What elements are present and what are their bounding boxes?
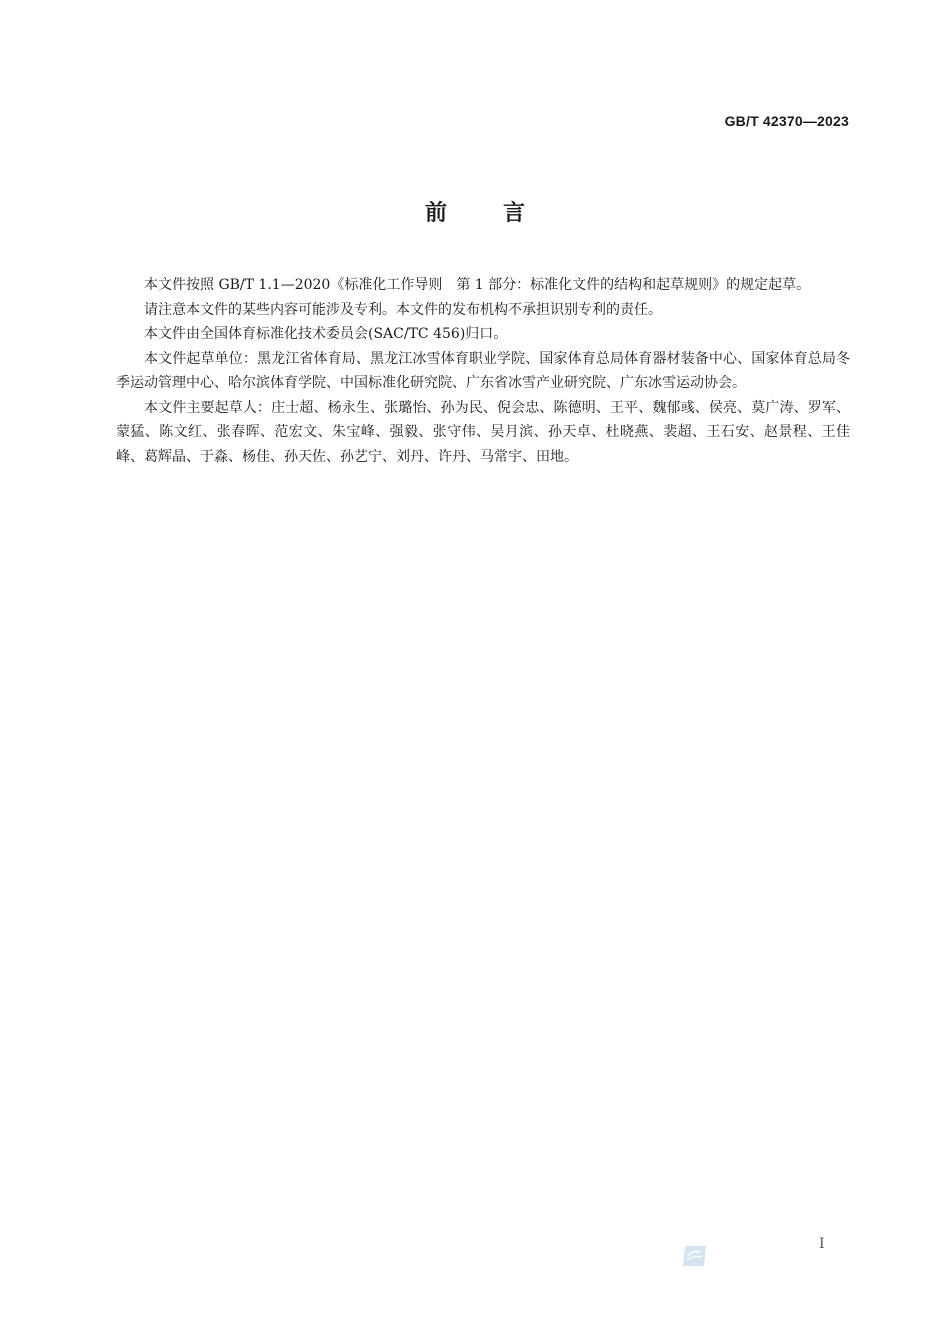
foreword-body [116, 273, 850, 469]
paragraph-drafting-rules: 本文件按照 GB/T 1.1—2020《标准化工作导则 第 1 部分：标准化文件的结构和起草规则》的规定起草。 [144, 277, 811, 293]
page-title: 前言 [424, 201, 581, 226]
paragraph-drafting-units: 本文件起草单位：黑龙江省体育局、黑龙江冰雪体育职业学院、国家体育总局体育器材装备中心、国家体育总局冬季运动管理中心、哈尔滨体育学院、中国标准化研究院、广东省冰雪产业研究院、广东冰雪运动协会。 [116, 350, 850, 391]
page-number: I [819, 1236, 825, 1252]
paragraph-drafters: 本文件主要起草人：庄士超、杨永生、张璐怡、孙为民、倪会忠、陈德明、王平、魏郁彧、侯亮、莫广涛、罗军、蒙猛、陈文红、张春晖、范宏文、朱宝峰、强毅、张守伟、吴月滨、孙天卓、杜晓燕、裴超、王石安、赵景程、王佳峰、葛辉晶、于淼、杨佳、孙天佐、孙艺宁、刘丹、许丹、马常宇、田地。 [116, 399, 850, 465]
standard-code: GB/T 42370—2023 [724, 113, 849, 129]
paragraph-patent-notice: 请注意本文件的某些内容可能涉及专利。本文件的发布机构不承担识别专利的责任。 [144, 301, 662, 318]
sac-watermark-logo [681, 1244, 708, 1268]
paragraph-committee: 本文件由全国体育标准化技术委员会(SAC/TC 456)归口。 [144, 326, 508, 342]
